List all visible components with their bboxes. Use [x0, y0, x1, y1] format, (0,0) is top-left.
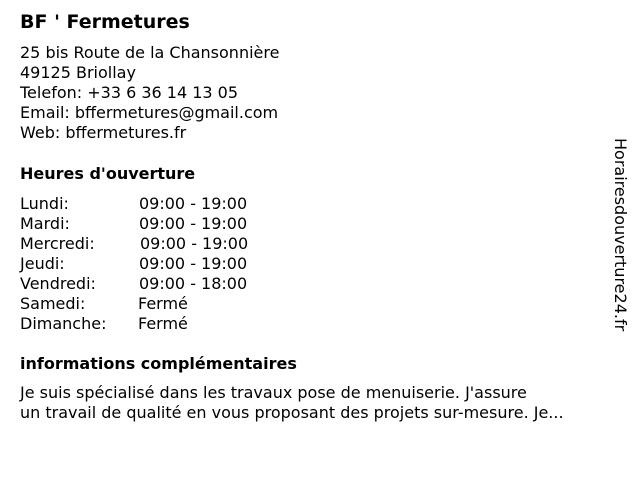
address-line-2: 49125 Briollay [20, 63, 136, 82]
additional-info-heading: informations complémentaires [20, 354, 297, 373]
website: Web: bffermetures.fr [20, 123, 187, 142]
day-label: Samedi: [20, 294, 86, 313]
additional-info-line-2: un travail de qualité en vous proposant des projets sur-mesure. Je... [20, 403, 564, 422]
phone-number: Telefon: +33 6 36 14 13 05 [20, 83, 239, 102]
day-hours: Fermé [138, 294, 188, 313]
day-label: Jeudi: [20, 254, 65, 273]
day-label: Mardi: [20, 214, 70, 233]
day-label: Dimanche: [20, 314, 107, 333]
business-name: BF ' Fermetures [20, 11, 190, 33]
day-label: Lundi: [20, 194, 69, 213]
watermark-text: Horairesdouverture24.fr [611, 138, 630, 332]
opening-hours-heading: Heures d'ouverture [20, 164, 196, 183]
day-hours: 09:00 - 19:00 [139, 254, 248, 273]
day-hours: 09:00 - 19:00 [139, 194, 248, 213]
email-address: Email: bffermetures@gmail.com [20, 103, 279, 122]
address-line-1: 25 bis Route de la Chansonnière [20, 43, 280, 62]
day-hours: 09:00 - 19:00 [140, 234, 249, 253]
day-hours: Fermé [138, 314, 188, 333]
day-hours: 09:00 - 18:00 [139, 274, 248, 293]
additional-info-text [20, 383, 630, 423]
additional-info-line-1: Je suis spécialisé dans les travaux pose de menuiserie. J'assure [20, 383, 527, 402]
day-hours: 09:00 - 19:00 [139, 214, 248, 233]
contact-block [20, 43, 279, 143]
day-label: Vendredi: [20, 274, 96, 293]
day-label: Mercredi: [20, 234, 95, 253]
